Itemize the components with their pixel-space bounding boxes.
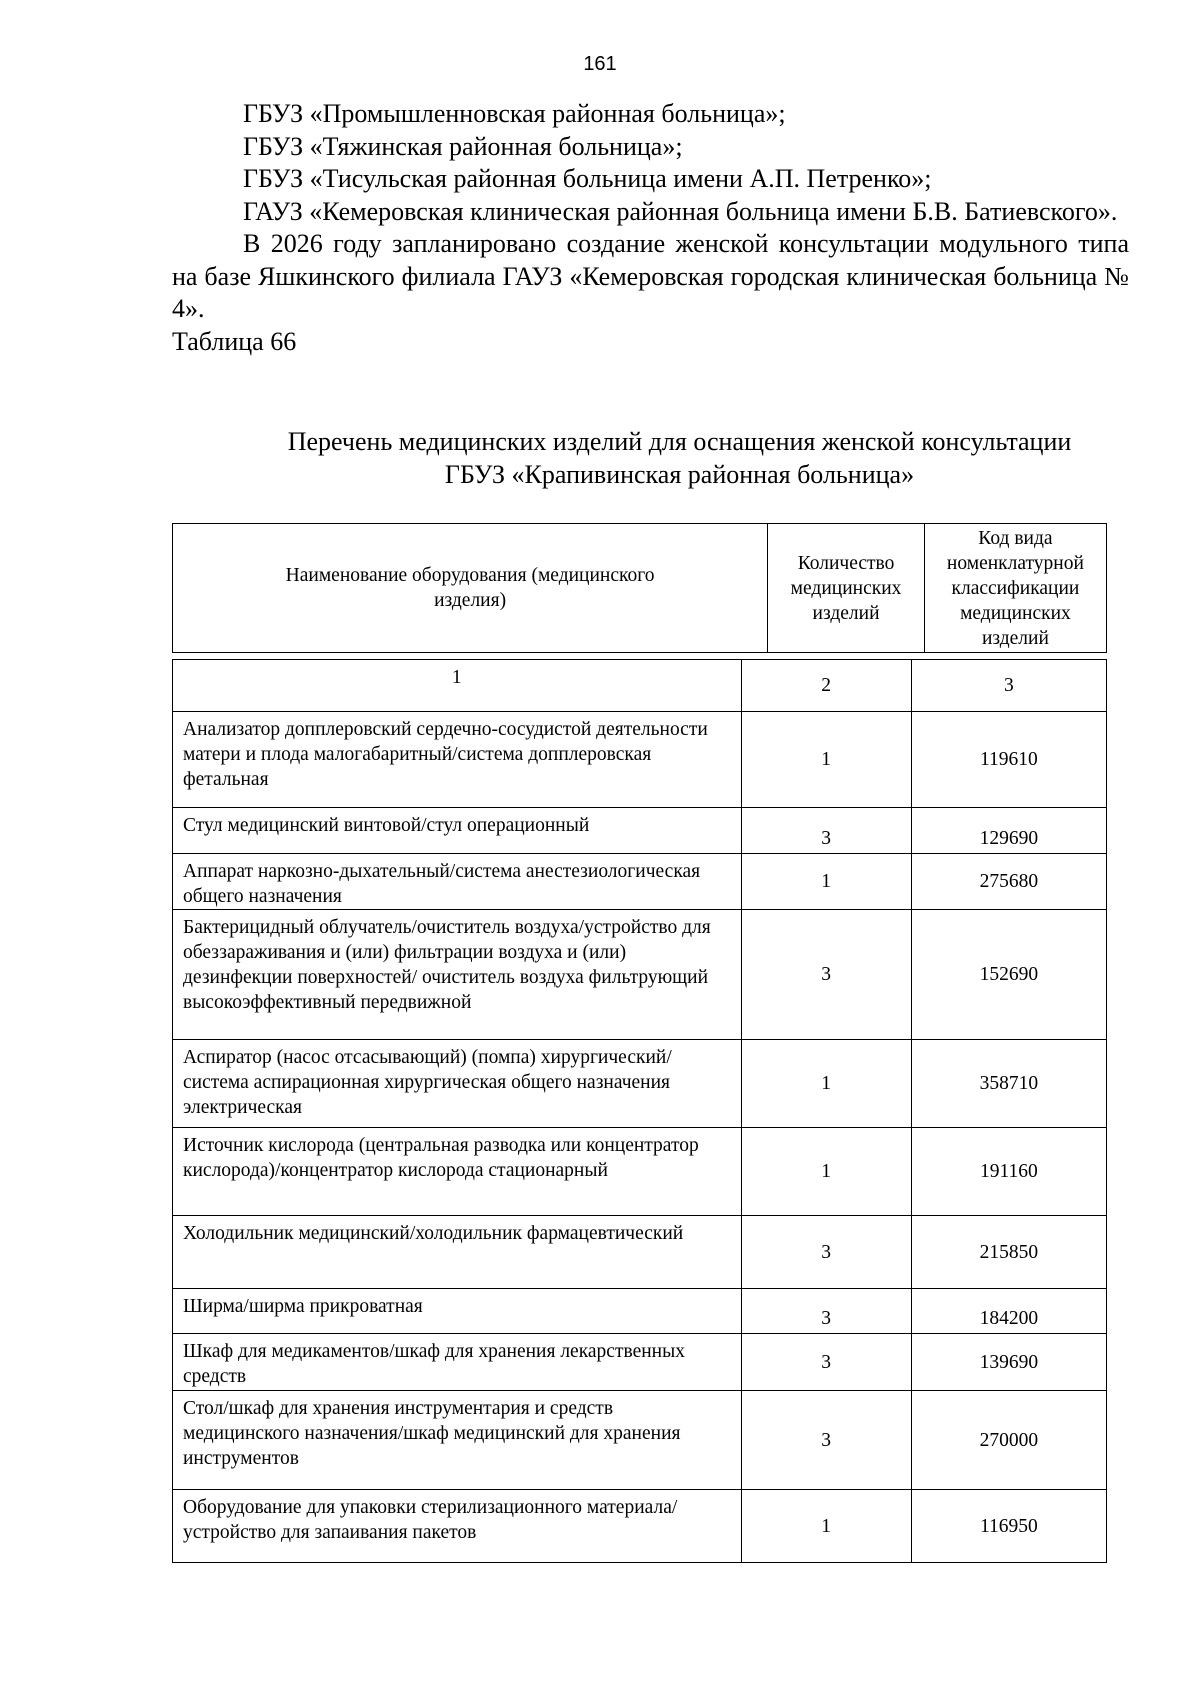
table-header (172, 523, 1107, 653)
equipment-name: Шкаф для медикаментов/шкаф для хранения лекарственных средств (173, 1334, 742, 1391)
equipment-name: Оборудование для упаковки стерилизационного материала/устройство для запаивания пакетов (173, 1490, 742, 1563)
column-number: 2 (741, 660, 911, 712)
equipment-quantity: 1 (741, 712, 911, 808)
equipment-name: Источник кислорода (центральная разводка или концентратор кислорода)/концентратор кислорода стационарный (173, 1128, 742, 1216)
equipment-quantity: 1 (741, 1128, 911, 1216)
equipment-code: 275680 (911, 854, 1106, 910)
equipment-quantity: 3 (741, 1289, 911, 1334)
equipment-quantity: 1 (741, 1490, 911, 1563)
column-number: 1 (173, 660, 742, 712)
header-code: Код вида номенклатурной классификации медицинских изделий (924, 524, 1106, 653)
header-quantity: Количество медицинских изделий (768, 524, 925, 653)
table-row (173, 712, 1107, 808)
equipment-code: 270000 (911, 1391, 1106, 1490)
table-row (173, 1216, 1107, 1289)
table-row (173, 1128, 1107, 1216)
equipment-code: 215850 (911, 1216, 1106, 1289)
equipment-name: Аспиратор (насос отсасывающий) (помпа) хирургический/система аспирационная хирургическая общего назначения электрическая (173, 1040, 742, 1128)
table-row (173, 1289, 1107, 1334)
equipment-code: 129690 (911, 808, 1106, 854)
paragraph: ГАУЗ «Кемеровская клиническая районная больница имени Б.В. Батиевского». (243, 196, 1118, 226)
equipment-quantity: 3 (741, 1216, 911, 1289)
equipment-code: 119610 (911, 712, 1106, 808)
table-title-line: Перечень медицинских изделий для оснащения женской консультации (287, 427, 1072, 456)
table-row (173, 910, 1107, 1040)
table-row (173, 808, 1107, 854)
equipment-name: Ширма/ширма прикроватная (173, 1289, 742, 1334)
column-number: 3 (911, 660, 1106, 712)
table-title (172, 425, 1129, 491)
paragraph: ГБУЗ «Тисульская районная больница имени А.П. Петренко»; (243, 164, 932, 193)
table-row (173, 1490, 1107, 1563)
header-name: Наименование оборудования (медицинского изделия) (173, 524, 768, 653)
table-row (173, 1391, 1107, 1490)
equipment-code: 191160 (911, 1128, 1106, 1216)
body-text (172, 98, 1129, 358)
equipment-name: Бактерицидный облучатель/очиститель воздуха/устройство для обеззараживания и (или) фильтрации воздуха и (или) дезинфекции поверхностей/ очиститель воздуха фильтрующий высокоэффективный передвижной (173, 910, 742, 1040)
equipment-code: 152690 (911, 910, 1106, 1040)
paragraph: ГБУЗ «Промышленновская районная больница»; (243, 99, 786, 128)
equipment-name: Стул медицинский винтовой/стул операционный (173, 808, 742, 854)
table-row (173, 1040, 1107, 1128)
page-number: 161 (583, 53, 617, 75)
equipment-name: Анализатор допплеровский сердечно-сосудистой деятельности матери и плода малогабаритный/система допплеровская фетальная (173, 712, 742, 808)
table-number: Таблица 66 (172, 326, 297, 356)
equipment-quantity: 1 (741, 854, 911, 910)
equipment-code: 116950 (911, 1490, 1106, 1563)
equipment-code: 184200 (911, 1289, 1106, 1334)
table-title-line: ГБУЗ «Крапивинская районная больница» (444, 460, 915, 489)
paragraph: В 2026 году запланировано создание женской консультации модульного типа на базе Яшкинского филиала ГАУЗ «Кемеровская городская клиническая больница № 4». (172, 229, 1129, 323)
table-row (173, 1334, 1107, 1391)
equipment-table (172, 659, 1107, 1563)
equipment-name: Холодильник медицинский/холодильник фармацевтический (173, 1216, 742, 1289)
paragraph: ГБУЗ «Тяжинская районная больница»; (243, 131, 683, 161)
column-number-row (173, 660, 1107, 712)
equipment-code: 139690 (911, 1334, 1106, 1391)
equipment-code: 358710 (911, 1040, 1106, 1128)
table-row (173, 854, 1107, 910)
equipment-name: Аппарат наркозно-дыхательный/система анестезиологическая общего назначения (173, 854, 742, 910)
equipment-quantity: 3 (741, 910, 911, 1040)
equipment-name: Стол/шкаф для хранения инструментария и средств медицинского назначения/шкаф медицинский для хранения инструментов (173, 1391, 742, 1490)
equipment-quantity: 3 (741, 1334, 911, 1391)
equipment-quantity: 3 (741, 808, 911, 854)
equipment-quantity: 1 (741, 1040, 911, 1128)
equipment-quantity: 3 (741, 1391, 911, 1490)
